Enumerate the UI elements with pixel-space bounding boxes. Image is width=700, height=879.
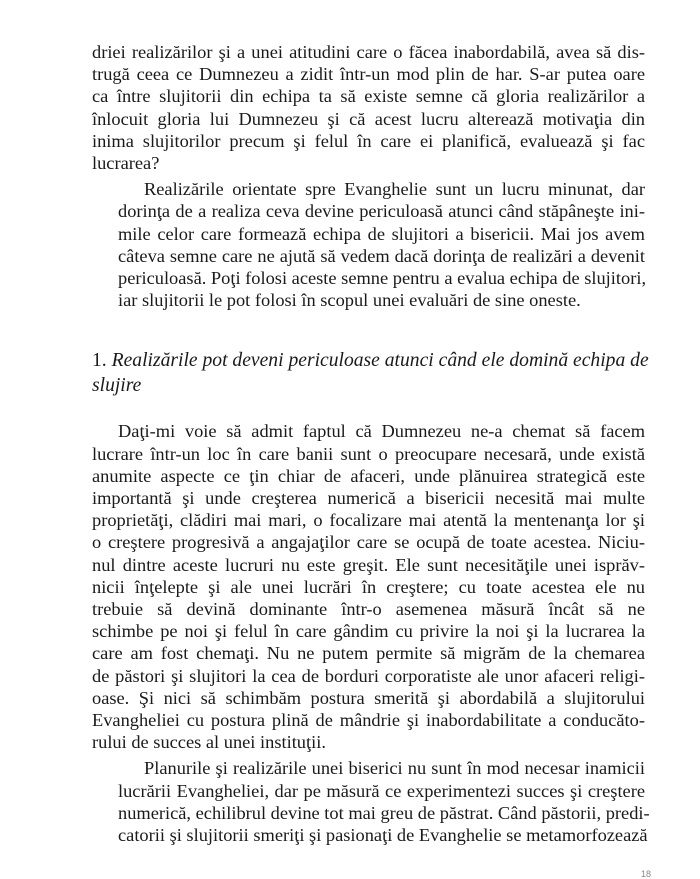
text-line: Evangheliei cu postura plină de mândrie şi inabordabilitate a conducăto-: [92, 710, 645, 731]
section-number: 1.: [92, 350, 107, 372]
text-line: Planurile şi realizările unei biserici nu sunt în mod necesar inamicii: [144, 758, 645, 779]
page-body: [92, 41, 651, 879]
text-line: importantă şi unde creşterea numerică a bisericii necesită mai multe: [92, 488, 645, 509]
text-line: schimbe pe noi şi felul în care gândim cu privire la noi şi la lucrarea la: [92, 621, 645, 642]
text-line: nicii înţelepte şi ale unei lucrări în creştere; cu toate acestea ele nu: [92, 576, 645, 597]
text-line: mile celor care formează echipa de slujitori a bisericii. Mai jos avem: [118, 223, 645, 244]
text-line: catorii şi slujitorii smeriţi şi pasionaţi de Evanghelie se metamorfozează: [118, 825, 648, 846]
text-line: numerică, echilibrul devine tot mai greu de păstrat. Când păstorii, predi-: [118, 802, 650, 823]
text-line: lucrării Evangheliei, dar pe măsură ce experimentezi succes şi creştere: [118, 780, 645, 801]
text-line: Daţi-mi voie să admit faptul că Dumnezeu ne-a chemat să facem: [118, 421, 645, 442]
text-line: câteva semne care ne ajută să vedem dacă dorinţa de realizări a devenit: [118, 245, 645, 266]
page-number: 18: [640, 869, 651, 879]
text-line: nul dintre aceste lucruri nu este greşit. Ele sunt necesităţile unei isprăv-: [92, 554, 645, 575]
text-line: inima slujitorilor precum şi felul în care ei planifică, evaluează şi fac: [92, 130, 645, 151]
text-line: trugă ceea ce Dumnezeu a zidit într-un mod plin de har. S-ar putea oare: [92, 64, 645, 85]
text-line: Realizările orientate spre Evanghelie sunt un lucru minunat, dar: [144, 179, 645, 200]
text-line: iar slujitorii le pot folosi în scopul unei evaluări de sine oneste.: [118, 290, 581, 311]
text-line: înlocuit gloria lui Dumnezeu şi că acest lucru alterează motivaţia din: [92, 108, 645, 129]
section-title-line-2: slujire: [92, 375, 142, 397]
text-line: dorinţa de a realiza ceva devine periculoasă atunci când stăpâneşte ini-: [118, 201, 645, 222]
paragraph-4: [92, 757, 650, 846]
text-line: ca între slujitorii din echipa ta să existe semne că gloria realizărilor a: [92, 86, 645, 107]
text-line: lucrare într-un loc în care banii sunt o preocupare necesară, unde există: [92, 443, 645, 464]
heading-line: [92, 348, 649, 373]
text-line: de păstori şi slujitori la cea de borduri corporatiste ale unor afaceri religi-: [92, 665, 645, 686]
text-line: periculoasă. Poţi folosi aceste semne pentru a evalua echipa de slujitori,: [118, 268, 647, 289]
text-line: care am fost chemaţi. Nu ne putem permite să migrăm de la chemarea: [92, 643, 645, 664]
text-line: proprietăţi, clădiri mai mari, o focalizare mai atentă la mentenanţa lor şi: [92, 510, 645, 531]
section-gap: [92, 398, 645, 420]
text-line: trebuie să devină dominante într-o asemenea măsură încât să ne: [92, 599, 645, 620]
section-heading: [92, 348, 649, 398]
paragraph-3: [92, 420, 645, 753]
text-line: driei realizărilor şi a unei atitudini care o făcea inabordabilă, avea să dis-: [92, 42, 645, 62]
heading-line: [92, 373, 645, 398]
text-line: o creştere progresivă a angajaţilor care se ocupă de toate acestea. Niciu-: [92, 532, 645, 553]
section-title-line-1: Realizările pot deveni periculoase atunci când ele domină echipa de: [111, 350, 649, 372]
text-line: lucrarea?: [92, 153, 160, 174]
text-line: oase. Şi nici să schimbăm postura smerită şi abordabilă a slujitorului: [92, 687, 645, 708]
text-line: rului de succes al unei instituţii.: [92, 732, 326, 753]
paragraph-2: [92, 178, 645, 311]
text-line: anumite aspecte ce ţin chiar de afaceri, unde plănuirea strategică este: [92, 465, 645, 486]
paragraph-1: [92, 41, 645, 174]
